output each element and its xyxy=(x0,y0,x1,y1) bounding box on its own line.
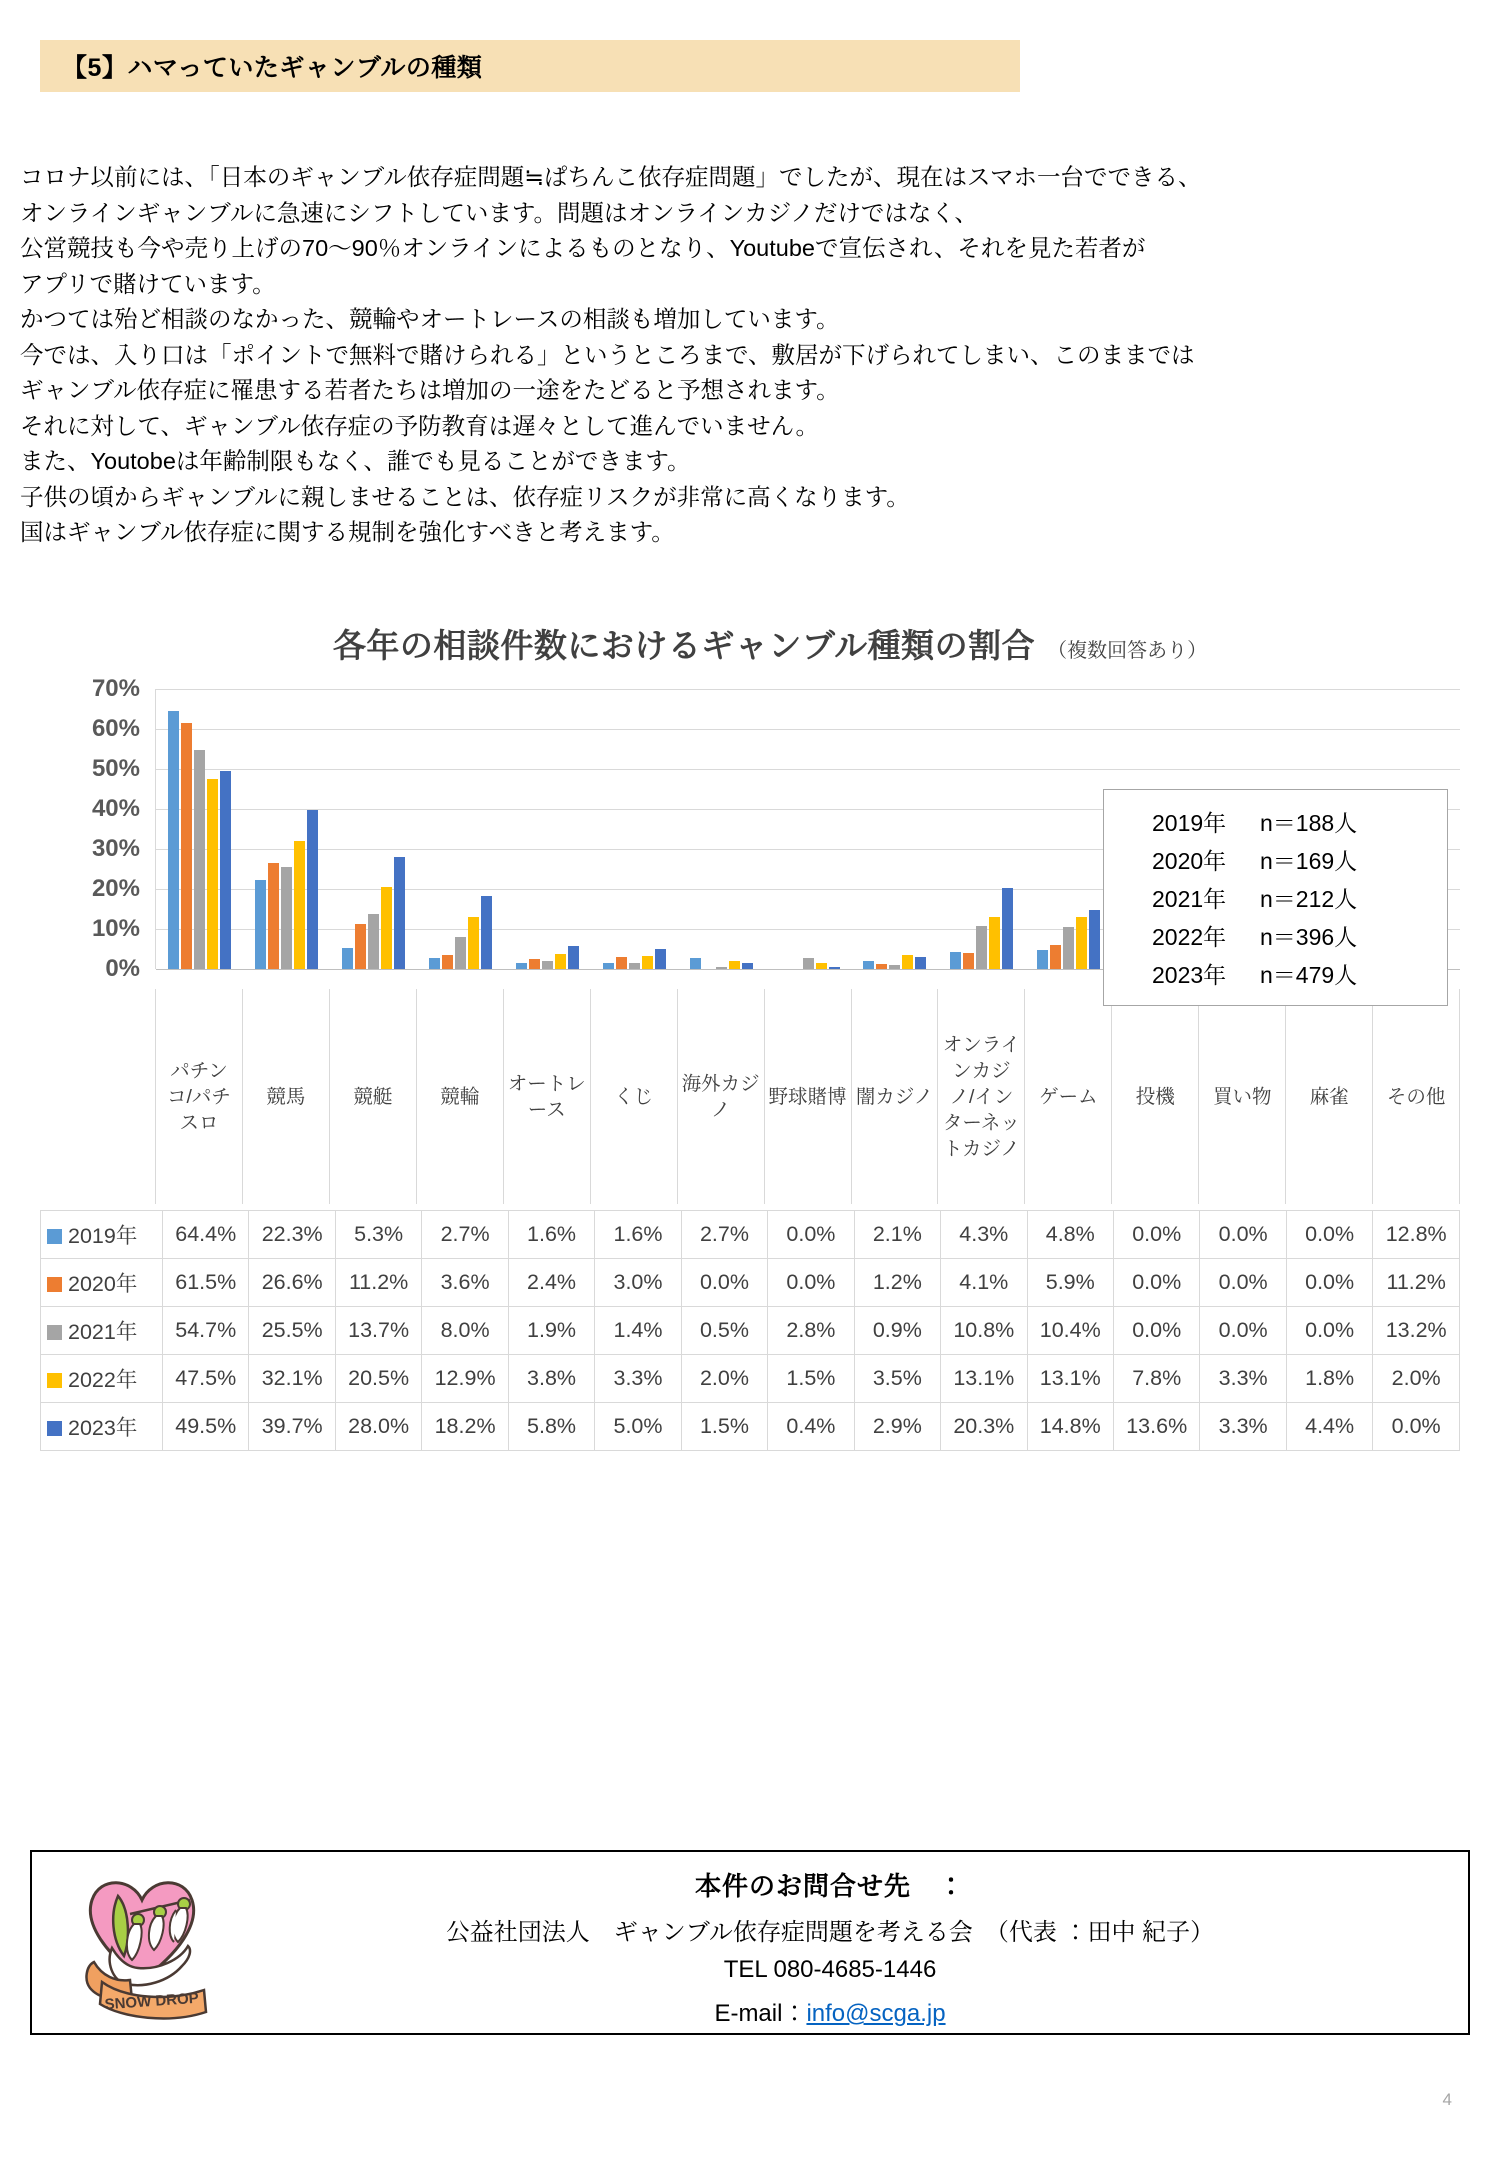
table-cell: 3.0% xyxy=(595,1259,681,1307)
bar xyxy=(642,956,653,969)
table-series-label xyxy=(41,1403,163,1451)
contact-text-block xyxy=(212,1866,1448,2028)
table-cell: 13.6% xyxy=(1113,1403,1199,1451)
bar xyxy=(220,771,231,969)
table-cell: 49.5% xyxy=(163,1403,249,1451)
legend-year-label: 2021年 xyxy=(1152,886,1227,912)
contact-email-label: E-mail： xyxy=(714,2000,807,2027)
bar xyxy=(568,946,579,969)
bar-group xyxy=(1025,689,1112,969)
bar xyxy=(468,917,479,969)
table-cell: 5.0% xyxy=(595,1403,681,1451)
bar xyxy=(555,954,566,969)
legend-sample-size: n＝479人 xyxy=(1260,962,1358,988)
table-cell: 0.0% xyxy=(1286,1259,1372,1307)
category-label: 投機 xyxy=(1112,989,1199,1204)
table-cell: 8.0% xyxy=(422,1307,508,1355)
bar-group xyxy=(765,689,852,969)
table-cell: 3.3% xyxy=(1200,1403,1286,1451)
bar-group xyxy=(591,689,678,969)
table-cell: 13.1% xyxy=(941,1355,1027,1403)
bar xyxy=(268,863,279,969)
category-label: 買い物 xyxy=(1199,989,1286,1204)
table-row xyxy=(41,1403,1460,1451)
table-cell: 32.1% xyxy=(249,1355,335,1403)
table-cell: 1.6% xyxy=(508,1211,594,1259)
bar xyxy=(381,887,392,969)
category-label-strip xyxy=(155,989,1460,1204)
legend-sample-size: n＝212人 xyxy=(1260,886,1358,912)
table-cell: 1.4% xyxy=(595,1307,681,1355)
y-axis-tick-label: 0% xyxy=(105,955,140,982)
series-color-swatch xyxy=(47,1421,62,1436)
table-cell: 13.2% xyxy=(1373,1307,1460,1355)
legend-year-label: 2023年 xyxy=(1152,962,1227,988)
legend-row xyxy=(1152,804,1447,842)
body-line: また、Youtobeは年齢制限もなく、誰でも見ることができます。 xyxy=(20,448,691,474)
bar-group xyxy=(504,689,591,969)
bar xyxy=(455,937,466,969)
table-cell: 2.7% xyxy=(681,1211,767,1259)
table-cell: 2.8% xyxy=(768,1307,854,1355)
table-cell: 0.0% xyxy=(1200,1211,1286,1259)
bar xyxy=(1002,888,1013,969)
bar xyxy=(516,963,527,969)
bar xyxy=(294,841,305,969)
body-paragraph xyxy=(20,160,1490,551)
table-cell: 2.9% xyxy=(854,1403,940,1451)
bar xyxy=(629,963,640,969)
contact-email-row xyxy=(212,1993,1448,2028)
body-line: ギャンブル依存症に罹患する若者たちは増加の一途をたどると予想されます。 xyxy=(20,377,840,403)
category-label: オンラインカジノ/インターネットカジノ xyxy=(938,989,1025,1204)
bar xyxy=(542,961,553,969)
body-line: アプリで賭けています。 xyxy=(20,270,276,297)
body-line: それに対して、ギャンブル依存症の予防教育は遅々として進んでいません。 xyxy=(20,412,819,439)
y-axis-tick-label: 40% xyxy=(91,795,140,822)
contact-email-link[interactable]: info@scga.jp xyxy=(806,2000,946,2027)
bar xyxy=(616,957,627,969)
table-cell: 3.6% xyxy=(422,1259,508,1307)
bar-group xyxy=(678,689,765,969)
bar xyxy=(368,914,379,969)
category-label: パチンコ/パチスロ xyxy=(156,989,243,1204)
legend-year-label: 2020年 xyxy=(1152,848,1227,874)
bar xyxy=(342,948,353,969)
y-axis xyxy=(60,675,146,982)
bar xyxy=(355,924,366,969)
category-label: オートレース xyxy=(504,989,591,1204)
legend-sample-size: n＝169人 xyxy=(1260,848,1358,874)
body-line: 国はギャンブル依存症に関する規制を強化すべきと考えます。 xyxy=(20,519,675,545)
table-cell: 0.0% xyxy=(1286,1307,1372,1355)
series-color-swatch xyxy=(47,1373,62,1388)
table-cell: 5.3% xyxy=(335,1211,421,1259)
legend-row xyxy=(1152,918,1447,956)
series-name: 2023年 xyxy=(68,1416,138,1440)
bar xyxy=(168,711,179,969)
series-color-swatch xyxy=(47,1229,62,1244)
bar xyxy=(207,779,218,969)
body-line: 今では、入り口は「ポイントで無料で賭けられる」というところまで、敷居が下げられてしまい、このままでは xyxy=(20,341,1195,368)
bar xyxy=(429,958,440,969)
table-cell: 12.8% xyxy=(1373,1211,1460,1259)
bar xyxy=(716,967,727,969)
bar xyxy=(729,961,740,969)
category-label: ゲーム xyxy=(1025,989,1112,1204)
table-cell: 10.4% xyxy=(1027,1307,1113,1355)
body-line: コロナ以前には、「日本のギャンブル依存症問題≒ぱちんこ依存症問題」でしたが、現在はスマホ一台でできる、 xyxy=(20,164,1202,190)
table-cell: 18.2% xyxy=(422,1403,508,1451)
table-cell: 5.8% xyxy=(508,1403,594,1451)
section-heading-banner xyxy=(40,40,1020,92)
category-label: 闇カジノ xyxy=(852,989,939,1204)
table-cell: 0.0% xyxy=(1200,1259,1286,1307)
table-cell: 47.5% xyxy=(163,1355,249,1403)
table-cell: 2.1% xyxy=(854,1211,940,1259)
bar xyxy=(876,964,887,969)
body-line: 子供の頃からギャンブルに親しませることは、依存症リスクが非常に高くなります。 xyxy=(20,483,910,510)
bar xyxy=(1089,910,1100,969)
bar xyxy=(307,810,318,969)
table-cell: 0.0% xyxy=(768,1259,854,1307)
bar-group xyxy=(852,689,939,969)
body-line: 公営競技も今や売り上げの70〜90％オンラインによるものとなり、Youtubeで宣伝され、それを見た若者が xyxy=(20,235,1146,261)
legend-sample-size: n＝188人 xyxy=(1260,810,1358,836)
table-cell: 64.4% xyxy=(163,1211,249,1259)
table-cell: 10.8% xyxy=(941,1307,1027,1355)
bar xyxy=(976,926,987,969)
table-cell: 13.1% xyxy=(1027,1355,1113,1403)
bar xyxy=(281,867,292,969)
series-name: 2021年 xyxy=(68,1320,138,1344)
legend-row xyxy=(1152,956,1447,994)
bar xyxy=(255,880,266,969)
category-label: 麻雀 xyxy=(1286,989,1373,1204)
table-row xyxy=(41,1307,1460,1355)
bar xyxy=(989,917,1000,969)
bar xyxy=(394,857,405,969)
table-cell: 0.9% xyxy=(854,1307,940,1355)
contact-footer-box xyxy=(30,1850,1470,2035)
table-cell: 0.4% xyxy=(768,1403,854,1451)
chart-subtitle: （複数回答あり） xyxy=(1047,640,1208,662)
bar xyxy=(194,750,205,969)
bar xyxy=(529,959,540,969)
table-series-label xyxy=(41,1307,163,1355)
series-color-swatch xyxy=(47,1277,62,1292)
table-cell: 3.5% xyxy=(854,1355,940,1403)
table-cell: 20.5% xyxy=(335,1355,421,1403)
y-axis-tick-label: 50% xyxy=(91,755,140,782)
chart-plot-wrapper xyxy=(0,675,1500,989)
bar-group xyxy=(938,689,1025,969)
chart-container xyxy=(0,620,1500,1451)
table-cell: 2.4% xyxy=(508,1259,594,1307)
section-heading-text: 【5】ハマっていたギャンブルの種類 xyxy=(62,54,483,82)
table-cell: 1.6% xyxy=(595,1211,681,1259)
table-row xyxy=(41,1259,1460,1307)
bar xyxy=(803,958,814,969)
table-cell: 54.7% xyxy=(163,1307,249,1355)
table-cell: 0.0% xyxy=(1373,1403,1460,1451)
category-label: 競艇 xyxy=(330,989,417,1204)
y-axis-tick-label: 60% xyxy=(91,715,140,742)
bar xyxy=(863,961,874,969)
table-cell: 1.8% xyxy=(1286,1355,1372,1403)
bar xyxy=(816,963,827,969)
y-axis-tick-label: 10% xyxy=(91,915,140,942)
table-cell: 0.0% xyxy=(1113,1307,1199,1355)
bar xyxy=(481,896,492,969)
bar-group xyxy=(156,689,243,969)
table-cell: 0.5% xyxy=(681,1307,767,1355)
contact-org: 公益社団法人 ギャンブル依存症問題を考える会 （代表 ：田中 紀子） xyxy=(445,1919,1215,1946)
table-cell: 25.5% xyxy=(249,1307,335,1355)
series-color-swatch xyxy=(47,1325,62,1340)
bar xyxy=(1050,945,1061,969)
table-cell: 0.0% xyxy=(1113,1259,1199,1307)
table-cell: 11.2% xyxy=(335,1259,421,1307)
snowdrop-logo xyxy=(72,1862,212,2022)
table-cell: 28.0% xyxy=(335,1403,421,1451)
chart-legend-box xyxy=(1103,789,1448,1006)
category-label: 海外カジノ xyxy=(678,989,765,1204)
chart-title-row xyxy=(0,620,1500,667)
table-row xyxy=(41,1211,1460,1259)
series-name: 2020年 xyxy=(68,1272,138,1296)
y-axis-tick-label: 20% xyxy=(91,875,140,902)
table-cell: 61.5% xyxy=(163,1259,249,1307)
bar xyxy=(442,955,453,969)
table-cell: 3.8% xyxy=(508,1355,594,1403)
contact-tel: TEL 080-4685-1446 xyxy=(723,1956,937,1983)
legend-sample-size: n＝396人 xyxy=(1260,924,1358,950)
legend-year-label: 2019年 xyxy=(1152,810,1227,836)
table-cell: 22.3% xyxy=(249,1211,335,1259)
bar xyxy=(655,949,666,969)
bar xyxy=(963,953,974,969)
table-cell: 7.8% xyxy=(1113,1355,1199,1403)
bar xyxy=(603,963,614,969)
series-name: 2022年 xyxy=(68,1368,138,1392)
legend-row xyxy=(1152,842,1447,880)
table-cell: 11.2% xyxy=(1373,1259,1460,1307)
chart-data-table xyxy=(40,1210,1460,1451)
table-cell: 1.5% xyxy=(681,1403,767,1451)
table-cell: 0.0% xyxy=(1286,1211,1372,1259)
body-line: かつては殆ど相談のなかった、競輪やオートレースの相談も増加しています。 xyxy=(20,306,840,332)
chart-title: 各年の相談件数におけるギャンブル種類の割合 xyxy=(332,627,1036,664)
bar xyxy=(1037,950,1048,969)
category-label: くじ xyxy=(591,989,678,1204)
table-cell: 3.3% xyxy=(595,1355,681,1403)
y-axis-tick-label: 30% xyxy=(91,835,140,862)
table-row xyxy=(41,1355,1460,1403)
table-cell: 5.9% xyxy=(1027,1259,1113,1307)
bar xyxy=(690,958,701,969)
contact-title: 本件のお問合せ先 ： xyxy=(694,1871,965,1901)
table-cell: 0.0% xyxy=(1200,1307,1286,1355)
table-cell: 2.0% xyxy=(1373,1355,1460,1403)
table-cell: 4.3% xyxy=(941,1211,1027,1259)
table-cell: 1.2% xyxy=(854,1259,940,1307)
bar xyxy=(950,952,961,969)
table-cell: 2.7% xyxy=(422,1211,508,1259)
series-name: 2019年 xyxy=(68,1224,138,1248)
bar xyxy=(829,967,840,969)
table-cell: 13.7% xyxy=(335,1307,421,1355)
table-cell: 4.1% xyxy=(941,1259,1027,1307)
table-cell: 26.6% xyxy=(249,1259,335,1307)
bar-group xyxy=(330,689,417,969)
bar xyxy=(1063,927,1074,969)
bar-group xyxy=(243,689,330,969)
category-label: その他 xyxy=(1373,989,1460,1204)
table-cell: 0.0% xyxy=(768,1211,854,1259)
category-label: 競馬 xyxy=(243,989,330,1204)
table-cell: 3.3% xyxy=(1200,1355,1286,1403)
table-cell: 39.7% xyxy=(249,1403,335,1451)
table-cell: 4.4% xyxy=(1286,1403,1372,1451)
category-label: 競輪 xyxy=(417,989,504,1204)
table-cell: 2.0% xyxy=(681,1355,767,1403)
table-series-label xyxy=(41,1211,163,1259)
table-cell: 0.0% xyxy=(681,1259,767,1307)
table-series-label xyxy=(41,1259,163,1307)
bar xyxy=(889,965,900,969)
table-cell: 4.8% xyxy=(1027,1211,1113,1259)
category-label: 野球賭博 xyxy=(765,989,852,1204)
table-cell: 1.5% xyxy=(768,1355,854,1403)
bar-group xyxy=(417,689,504,969)
legend-row xyxy=(1152,880,1447,918)
table-series-label xyxy=(41,1355,163,1403)
snowdrop-logo-text: SNOW DROP xyxy=(104,1989,200,2014)
y-axis-tick-label: 70% xyxy=(91,675,140,702)
bar xyxy=(915,957,926,969)
table-cell: 12.9% xyxy=(422,1355,508,1403)
body-line: オンラインギャンブルに急速にシフトしています。問題はオンラインカジノだけではなく、 xyxy=(20,199,978,226)
bar xyxy=(181,723,192,969)
table-cell: 1.9% xyxy=(508,1307,594,1355)
bar xyxy=(1076,917,1087,969)
bar xyxy=(742,963,753,969)
page-number: 4 xyxy=(1442,2090,1452,2109)
table-cell: 20.3% xyxy=(941,1403,1027,1451)
table-cell: 0.0% xyxy=(1113,1211,1199,1259)
table-cell: 14.8% xyxy=(1027,1403,1113,1451)
legend-year-label: 2022年 xyxy=(1152,924,1227,950)
bar xyxy=(902,955,913,969)
